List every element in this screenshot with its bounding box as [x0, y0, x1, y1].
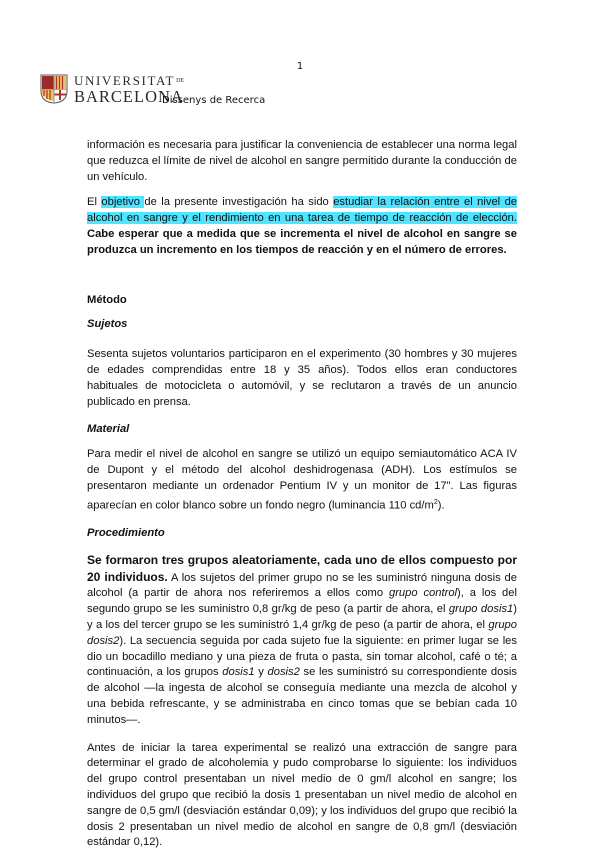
- objective-paragraph: El objetivo de la presente investigación ha sido estudiar la relación entre el nivel de alcohol en sangre y el rendimiento en una tarea de tiempo de reacción de elección. Cabe esperar que a medida que se incrementa el nivel de alcohol en sangre se produzca un incremento en los tiempos de reacción y en el número de errores.: [87, 196, 518, 256]
- ub-shield-icon: [40, 74, 68, 104]
- header-subtitle: Dissenys de Recerca: [162, 95, 266, 106]
- intro-paragraph: información es necesaria para justificar la conveniencia de establecer una norma legal que reduzca el límite de nivel de alcohol en sangre permitido durante la conducción de un vehículo.: [87, 139, 517, 183]
- subsection-title-material: Material: [87, 423, 130, 436]
- logo-barcelona: BARCELONA: [74, 87, 184, 106]
- section-title-metodo: Método: [87, 293, 127, 306]
- highlight-objective-text: estudiar la relación entre el nivel de alcohol en sangre y el rendimiento en una tarea de tiempo de reacción de elección.: [87, 196, 518, 225]
- highlight-objetivo: objetivo: [101, 196, 145, 209]
- logo-de: DE: [176, 78, 185, 84]
- logo-universitat: UNIVERSITAT: [74, 73, 176, 88]
- alcoholemia-paragraph: Antes de iniciar la tarea experimental se realizó una extracción de sangre para determinar el grado de alcoholemia y pudo comprobarse lo siguiente: los individuos del grupo control presentaban un nivel medio de 0 gm/l alcohol en sangre; los individuos del grupo que recibió la dosis 1 presentaban un nivel medio de alcohol en sangre de 0,5 gm/l (desviación estándar 0,09); y los individuos del grupo que recibió la dosis 2 presentaban un nivel medio de alcohol en sangre de 0,8 gm/l (desviación estándar 0,12).: [87, 741, 517, 849]
- page-number: 1: [296, 61, 304, 72]
- sujetos-paragraph: Sesenta sujetos voluntarios participaron en el experimento (30 hombres y 30 mujeres de edades comprendidas entre 18 y 35 años). Todos ellos eran conductores habituales de motocicleta o automóvil, y se reclutaron a través de un anuncio publicado en prensa.: [87, 348, 517, 408]
- groups-bold-text: Se formaron tres grupos aleatoriamente, cada uno de ellos compuesto por 20 individuos.: [87, 552, 517, 584]
- subsection-title-sujetos: Sujetos: [87, 318, 128, 331]
- material-paragraph: Para medir el nivel de alcohol en sangre se utilizó un equipo semiautomático ACA IV de Dupont y el método del alcohol deshidrogenasa (ADH). Los estímulos se presentaron mediante un ordenador Pentium IV y un monitor de 17". Las figuras aparecían en color blanco sobre un fondo negro (luminancia 110 $cd/m^2$).: [87, 448, 517, 512]
- superscript-2: 2: [433, 498, 438, 506]
- hypothesis-text: Cabe esperar que a medida que se incrementa el nivel de alcohol en sangre se produzca un incremento en los tiempos de reacción y en el número de errores.: [87, 227, 517, 256]
- subsection-title-procedimiento: Procedimiento: [87, 527, 165, 540]
- document-body: [87, 138, 517, 851]
- procedimiento-paragraph: Se formaron tres grupos aleatoriamente, cada uno de ellos compuesto por 20 individuos. A los sujetos del primer grupo no se les suministró ninguna dosis de alcohol (a partir de ahora nos referiremos a ellos como grupo control), a los del segundo grupo se les suministro 0,8 gr/kg de peso (a partir de ahora, el grupo dosis1) y a los del tercer grupo se les suministró 1,4 gr/kg de peso (a partir de ahora, el grupo dosis2). La secuencia seguida por cada sujeto fue la siguiente: en primer lugar se les dio un bocadillo mediano y una pieza de fruta o pasta, sin tomar alcohol, café o té; a continuación, a los grupos dosis1 y dosis2 se les suministró su correspondiente dosis de alcohol —la ingesta de alcohol se conseguía mediante una mezcla de alcohol y una bebida refrescante, y se administraba en cinco tomas que se bebían cada 10 minutos—.: [87, 552, 518, 726]
